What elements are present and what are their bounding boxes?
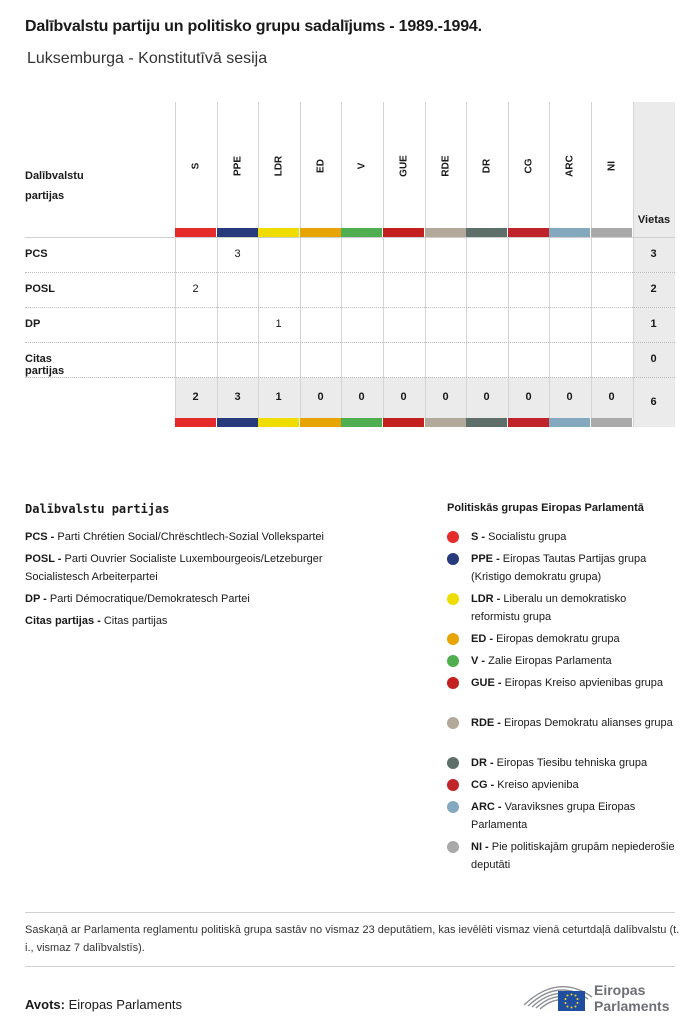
group-color-dot <box>447 757 459 769</box>
column-header-s <box>175 108 216 226</box>
group-color-dot <box>447 717 459 729</box>
group-color-bar-bottom <box>508 418 549 427</box>
column-header-ldr <box>258 108 299 226</box>
column-total: 0 <box>608 391 615 403</box>
group-name: Socialistu grupa <box>488 531 567 543</box>
group-legend-item <box>447 776 677 794</box>
party-legend-item <box>25 528 425 546</box>
column-header-label: RDE <box>440 155 451 177</box>
group-name: Eiropas Demokratu alianses grupa <box>504 717 673 729</box>
group-legend-item <box>447 590 677 626</box>
group-color-dot <box>447 677 459 689</box>
page-title: Dalībvalstu partiju un politisko grupu sadalījums - 1989.-1994. <box>25 18 482 35</box>
column-header-gue <box>383 108 424 226</box>
column-total: 2 <box>192 391 199 403</box>
column-header-dr <box>466 108 507 226</box>
group-name: Kreiso apvieniba <box>497 779 579 791</box>
column-total: 0 <box>400 391 407 403</box>
grand-total: 6 <box>650 396 657 408</box>
group-color-bar-bottom <box>591 418 632 427</box>
row-label: POSL <box>25 283 55 295</box>
group-color-dot <box>447 553 459 565</box>
column-header-label: ARC <box>564 155 575 177</box>
column-header-label: V <box>356 162 367 170</box>
row-total: 2 <box>650 283 657 295</box>
group-legend-text <box>471 776 677 794</box>
group-name: Zalie Eiropas Parlamenta <box>488 655 612 667</box>
group-color-bar-top <box>549 228 590 237</box>
group-color-dot <box>447 633 459 645</box>
group-legend-text <box>471 714 677 732</box>
source-label: Avots: <box>25 997 65 1012</box>
party-code: POSL - <box>25 553 65 565</box>
row-divider <box>25 377 675 378</box>
group-code: V - <box>471 655 489 667</box>
party-legend-item <box>25 590 425 608</box>
group-color-dot <box>447 655 459 667</box>
group-legend-item <box>447 714 677 732</box>
column-header-rde <box>425 108 466 226</box>
group-color-dot <box>447 801 459 813</box>
group-color-bar-top <box>258 228 299 237</box>
column-total: 0 <box>358 391 365 403</box>
group-color-bar-bottom <box>175 418 216 427</box>
column-total: 0 <box>483 391 490 403</box>
column-header-cg <box>508 108 549 226</box>
column-header-arc <box>549 108 590 226</box>
party-code: DP - <box>25 593 50 605</box>
row-label: DP <box>25 318 41 330</box>
party-name: Parti Démocratique/Demokratesch Partei <box>49 593 250 605</box>
group-color-bar-bottom <box>549 418 590 427</box>
group-name: Eiropas demokratu grupa <box>496 633 620 645</box>
group-legend-item <box>447 652 677 670</box>
logo-line2: Parlaments <box>594 998 670 1014</box>
column-total: 0 <box>317 391 324 403</box>
group-legend-item <box>447 528 677 546</box>
column-header-label: LDR <box>273 155 284 177</box>
group-color-bar-top <box>591 228 632 237</box>
column-header-label: PPE <box>232 155 243 177</box>
group-legend-title: Politiskās grupas Eiropas Parlamentā <box>447 502 644 514</box>
group-color-bar-top <box>508 228 549 237</box>
group-code: GUE - <box>471 677 505 689</box>
column-header-label: CG <box>523 158 534 174</box>
seat-cell: 3 <box>234 248 241 260</box>
group-legend-item <box>447 798 677 834</box>
party-code: Citas partijas - <box>25 615 104 627</box>
group-code: ARC - <box>471 801 505 813</box>
header-divider <box>25 237 675 238</box>
group-code: CG - <box>471 779 498 791</box>
row-divider <box>25 272 675 273</box>
column-header-ppe <box>217 108 258 226</box>
group-color-dot <box>447 779 459 791</box>
row-total: 3 <box>650 248 657 260</box>
group-legend-text <box>471 590 677 626</box>
source <box>25 997 182 1012</box>
group-legend-item <box>447 630 677 648</box>
column-total: 0 <box>566 391 573 403</box>
group-legend-text <box>471 754 677 772</box>
footnote: Saskaņā ar Parlamenta reglamentu politiskā grupa sastāv no vismaz 23 deputātiem, kas ievēlēti vismaz vienā ceturtdaļā dalībvalstu (t. i., vismaz 7 dalībvalstīs). <box>25 924 680 954</box>
total-header: Vietas <box>637 214 671 226</box>
group-name: Eiropas Kreiso apvienibas grupa <box>504 677 663 689</box>
group-legend-text <box>471 674 677 692</box>
row-header: Dalībvalstu partijas <box>25 170 84 202</box>
column-header-label: GUE <box>398 155 409 177</box>
group-legend-item <box>447 674 677 692</box>
column-header-label: S <box>190 162 201 170</box>
column-divider <box>633 102 634 427</box>
footer-divider <box>25 966 675 967</box>
group-color-bar-top <box>425 228 466 237</box>
group-color-bar-top <box>300 228 341 237</box>
group-legend-text <box>471 838 677 874</box>
group-color-bar-top <box>217 228 258 237</box>
group-color-bar-bottom <box>300 418 341 427</box>
group-name: Varaviksnes grupa Eiropas Parlamenta <box>471 801 636 831</box>
group-legend-item <box>447 754 677 772</box>
group-color-bar-bottom <box>466 418 507 427</box>
party-name: Citas partijas <box>103 615 168 627</box>
group-color-bar-top <box>175 228 216 237</box>
group-color-bar-bottom <box>217 418 258 427</box>
page-subtitle: Luksemburga - Konstitutīvā sesija <box>27 50 268 67</box>
column-total: 3 <box>234 391 241 403</box>
party-legend-item <box>25 612 425 630</box>
column-header-ed <box>300 108 341 226</box>
group-name: Pie politiskajām grupām nepiederošie deputāti <box>471 841 675 871</box>
group-code: ED - <box>471 633 497 645</box>
group-color-bar-top <box>341 228 382 237</box>
group-color-bar-top <box>383 228 424 237</box>
row-divider <box>25 307 675 308</box>
group-color-bar-bottom <box>425 418 466 427</box>
group-color-bar-bottom <box>341 418 382 427</box>
total-column-background <box>633 102 675 427</box>
row-total: 1 <box>650 318 657 330</box>
group-color-dot <box>447 531 459 543</box>
seat-cell: 1 <box>275 318 282 330</box>
column-total: 1 <box>275 391 282 403</box>
row-label: PCS <box>25 248 48 260</box>
group-color-bar-bottom <box>383 418 424 427</box>
group-legend-text <box>471 798 677 834</box>
group-name: Eiropas Tautas Partijas grupa (Kristigo demokratu grupa) <box>471 553 647 583</box>
row-total: 0 <box>650 353 657 365</box>
column-total: 0 <box>442 391 449 403</box>
group-color-bar-bottom <box>258 418 299 427</box>
column-header-label: NI <box>606 161 617 171</box>
column-total: 0 <box>525 391 532 403</box>
group-legend-item <box>447 838 677 874</box>
group-legend-text <box>471 550 677 586</box>
seat-cell: 2 <box>192 283 199 295</box>
group-code: RDE - <box>471 717 504 729</box>
group-legend-text <box>471 528 677 546</box>
column-header-label: ED <box>315 159 326 173</box>
logo-text <box>594 982 669 1014</box>
group-color-dot <box>447 841 459 853</box>
note-divider <box>25 912 675 913</box>
group-legend-text <box>471 652 677 670</box>
column-header-ni <box>591 108 632 226</box>
group-color-dot <box>447 593 459 605</box>
row-divider <box>25 342 675 343</box>
group-color-bar-top <box>466 228 507 237</box>
group-code: PPE - <box>471 553 503 565</box>
row-label: Citas partijas <box>25 353 65 377</box>
group-code: S - <box>471 531 489 543</box>
party-legend-item <box>25 550 370 586</box>
party-legend-title: Dalībvalstu partijas <box>25 502 170 516</box>
group-legend-text <box>471 630 677 648</box>
group-legend-item <box>447 550 677 586</box>
party-name: Parti Chrétien Social/Chrëschtlech-Sozial Vollekspartei <box>57 531 324 543</box>
party-name: Parti Ouvrier Socialiste Luxembourgeois/Letzeburger Socialistesch Arbeiterpartei <box>25 553 323 583</box>
logo-line1: Eiropas <box>594 982 646 998</box>
party-code: PCS - <box>25 531 58 543</box>
column-header-label: DR <box>481 158 492 174</box>
group-name: Eiropas Tiesibu tehniska grupa <box>496 757 648 769</box>
group-code: NI - <box>471 841 492 853</box>
source-value: Eiropas Parlaments <box>68 997 183 1012</box>
column-header-v <box>341 108 382 226</box>
group-name: Liberalu un demokratisko reformistu grupa <box>471 593 627 623</box>
group-code: DR - <box>471 757 497 769</box>
group-code: LDR - <box>471 593 504 605</box>
